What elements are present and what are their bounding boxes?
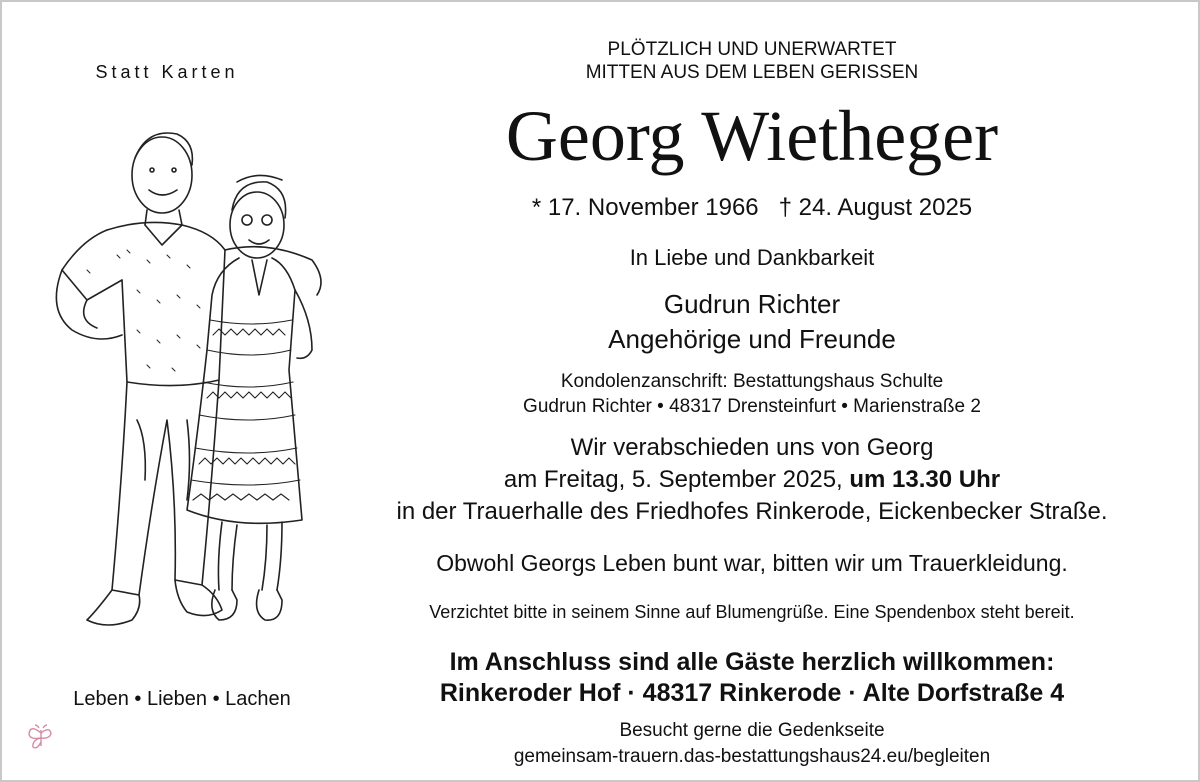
mourner-line-1: Gudrun Richter [663, 289, 841, 319]
memorial-page-info [312, 718, 1192, 770]
farewell-line-2 [312, 464, 1192, 496]
reception-invitation [312, 647, 1192, 709]
farewell-time: um 13.30 Uhr [849, 466, 1001, 493]
flowers-note: Verzichtet bitte in seinem Sinne auf Blumengrüße. Eine Spendenbox steht bereit. [429, 602, 1075, 622]
farewell-line-3: in der Trauerhalle des Friedhofes Rinkerode, Eickenbecker Straße. [396, 498, 1108, 525]
invite-line-1: Im Anschluss sind alle Gäste herzlich willkommen: [449, 648, 1055, 676]
farewell-line-1: Wir verabschieden uns von Georg [570, 434, 934, 461]
deceased-name: Georg Wietheger [505, 96, 999, 176]
invite-line-2: Rinkeroder Hof · 48317 Rinkerode · Alte Dorfstraße 4 [439, 679, 1065, 707]
couple-sketch-illustration [27, 120, 347, 650]
announcement-heading [312, 38, 1192, 84]
visit-line-1: Besucht gerne die Gedenkseite [619, 720, 885, 741]
mourners-signature [312, 287, 1192, 357]
mourners-intro: In Liebe und Dankbarkeit [629, 245, 875, 270]
condolence-line-1: Kondolenzanschrift: Bestattungshaus Schulte [560, 371, 944, 392]
heading-line-1: PLÖTZLICH UND UNERWARTET [607, 39, 897, 60]
mourner-line-2: Angehörige und Freunde [608, 324, 896, 354]
memorial-url[interactable]: gemeinsam-trauern.das-bestattungshaus24.eu/begleiten [513, 746, 991, 767]
condolence-line-2: Gudrun Richter • 48317 Drensteinfurt • Marienstraße 2 [523, 396, 981, 417]
condolence-address [312, 369, 1192, 419]
motto-text: Leben • Lieben • Lachen [73, 688, 291, 710]
funeral-details [312, 432, 1192, 528]
butterfly-icon [24, 720, 58, 754]
farewell-date: am Freitag, 5. September 2025, [503, 466, 850, 493]
statt-karten-label: Statt Karten [95, 62, 239, 82]
heading-line-2: MITTEN AUS DEM LEBEN GERISSEN [585, 62, 919, 83]
dress-code-note: Obwohl Georgs Leben bunt war, bitten wir um Trauerkleidung. [436, 550, 1068, 576]
life-dates: * 17. November 1966 † 24. August 2025 [531, 194, 973, 221]
